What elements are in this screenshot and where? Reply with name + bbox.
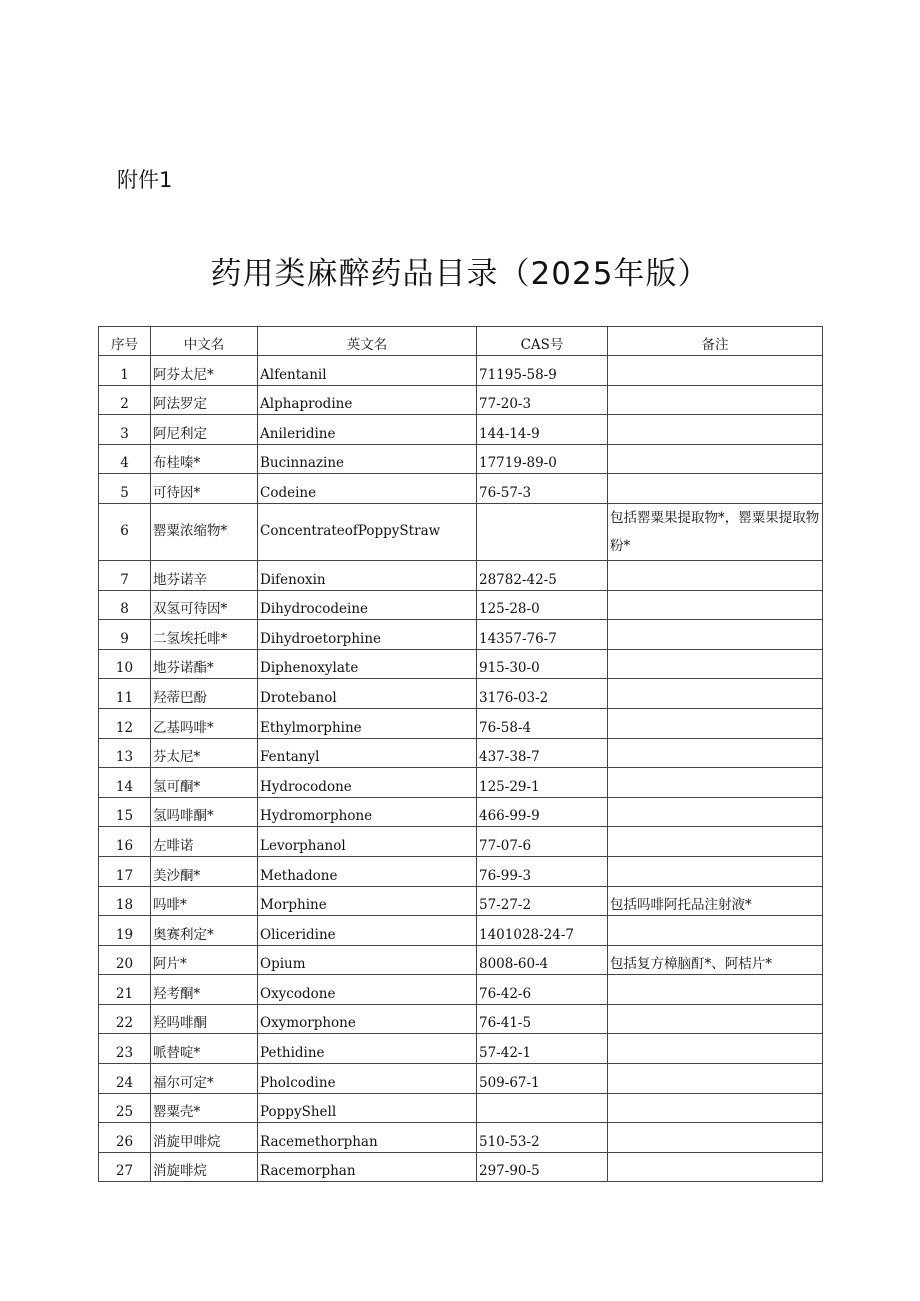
- cell-cas-number: [477, 503, 608, 560]
- table-row: [99, 1034, 823, 1064]
- cell-cas-number: 509-67-1: [477, 1064, 608, 1094]
- table-header-row: [99, 327, 823, 356]
- cell-cas-number: 510-53-2: [477, 1123, 608, 1153]
- cell-remarks: [608, 1093, 823, 1123]
- document-title: 药用类麻醉药品目录（2025年版）: [210, 256, 710, 292]
- cell-english-name: Dihydrocodeine: [258, 590, 477, 620]
- cell-cas-number: 144-14-9: [477, 415, 608, 445]
- cell-number: 20: [99, 945, 151, 975]
- cell-cas-number: 76-99-3: [477, 856, 608, 886]
- cell-remarks: [608, 1034, 823, 1064]
- cell-number: 6: [99, 503, 151, 560]
- cell-english-name: Oxymorphone: [258, 1004, 477, 1034]
- cell-cas-number: 76-57-3: [477, 474, 608, 504]
- cell-english-name: Codeine: [258, 474, 477, 504]
- cell-chinese-name: 双氢可待因*: [151, 590, 258, 620]
- table-row: [99, 945, 823, 975]
- cell-cas-number: 17719-89-0: [477, 444, 608, 474]
- cell-number: 21: [99, 975, 151, 1005]
- cell-cas-number: 57-42-1: [477, 1034, 608, 1064]
- cell-cas-number: 76-58-4: [477, 708, 608, 738]
- cell-english-name: Methadone: [258, 856, 477, 886]
- cell-remarks: [608, 385, 823, 415]
- table-row: [99, 560, 823, 590]
- cell-english-name: Oliceridine: [258, 916, 477, 946]
- table-row: [99, 708, 823, 738]
- cell-chinese-name: 哌替啶*: [151, 1034, 258, 1064]
- cell-chinese-name: 吗啡*: [151, 886, 258, 916]
- cell-cas-number: 57-27-2: [477, 886, 608, 916]
- cell-number: 13: [99, 738, 151, 768]
- cell-remarks: [608, 827, 823, 857]
- table-row: [99, 474, 823, 504]
- cell-number: 7: [99, 560, 151, 590]
- cell-chinese-name: 氢吗啡酮*: [151, 797, 258, 827]
- cell-remarks: [608, 1123, 823, 1153]
- cell-number: 12: [99, 708, 151, 738]
- attachment-label: 附件1: [117, 168, 173, 192]
- cell-chinese-name: 罂粟壳*: [151, 1093, 258, 1123]
- cell-number: 17: [99, 856, 151, 886]
- cell-number: 1: [99, 356, 151, 386]
- cell-cas-number: 8008-60-4: [477, 945, 608, 975]
- cell-remarks: [608, 649, 823, 679]
- cell-english-name: Anileridine: [258, 415, 477, 445]
- cell-english-name: Pholcodine: [258, 1064, 477, 1094]
- cell-cas-number: 125-29-1: [477, 768, 608, 798]
- table-row: [99, 1093, 823, 1123]
- table-row: [99, 356, 823, 386]
- cell-english-name: Racemorphan: [258, 1152, 477, 1182]
- column-header-cas-number: CAS号: [477, 327, 608, 356]
- cell-remarks: [608, 590, 823, 620]
- cell-number: 25: [99, 1093, 151, 1123]
- cell-chinese-name: 地芬诺酯*: [151, 649, 258, 679]
- cell-remarks: [608, 1004, 823, 1034]
- cell-chinese-name: 可待因*: [151, 474, 258, 504]
- column-header-chinese-name: 中文名: [151, 327, 258, 356]
- cell-english-name: Diphenoxylate: [258, 649, 477, 679]
- cell-chinese-name: 二氢埃托啡*: [151, 620, 258, 650]
- cell-cas-number: 466-99-9: [477, 797, 608, 827]
- cell-english-name: Racemethorphan: [258, 1123, 477, 1153]
- table-row: [99, 1123, 823, 1153]
- cell-number: 10: [99, 649, 151, 679]
- cell-number: 22: [99, 1004, 151, 1034]
- cell-chinese-name: 左啡诺: [151, 827, 258, 857]
- cell-remarks: 包括复方樟脑酊*、阿桔片*: [608, 945, 823, 975]
- cell-number: 19: [99, 916, 151, 946]
- cell-cas-number: 28782-42-5: [477, 560, 608, 590]
- cell-chinese-name: 奥赛利定*: [151, 916, 258, 946]
- cell-chinese-name: 氢可酮*: [151, 768, 258, 798]
- cell-english-name: Pethidine: [258, 1034, 477, 1064]
- cell-cas-number: 437-38-7: [477, 738, 608, 768]
- column-header-number: 序号: [99, 327, 151, 356]
- cell-english-name: Oxycodone: [258, 975, 477, 1005]
- cell-remarks: [608, 444, 823, 474]
- cell-english-name: Levorphanol: [258, 827, 477, 857]
- cell-english-name: Drotebanol: [258, 679, 477, 709]
- cell-chinese-name: 乙基吗啡*: [151, 708, 258, 738]
- cell-remarks: [608, 768, 823, 798]
- cell-english-name: Bucinnazine: [258, 444, 477, 474]
- cell-remarks: [608, 679, 823, 709]
- table-row: [99, 738, 823, 768]
- cell-number: 11: [99, 679, 151, 709]
- table-row: [99, 975, 823, 1005]
- cell-number: 23: [99, 1034, 151, 1064]
- cell-english-name: Ethylmorphine: [258, 708, 477, 738]
- cell-chinese-name: 阿法罗定: [151, 385, 258, 415]
- cell-number: 26: [99, 1123, 151, 1153]
- cell-cas-number: 77-20-3: [477, 385, 608, 415]
- cell-cas-number: 71195-58-9: [477, 356, 608, 386]
- cell-cas-number: 77-07-6: [477, 827, 608, 857]
- column-header-english-name: 英文名: [258, 327, 477, 356]
- table-row: [99, 620, 823, 650]
- cell-english-name: PoppyShell: [258, 1093, 477, 1123]
- cell-cas-number: 1401028-24-7: [477, 916, 608, 946]
- cell-chinese-name: 福尔可定*: [151, 1064, 258, 1094]
- cell-chinese-name: 阿片*: [151, 945, 258, 975]
- cell-number: 9: [99, 620, 151, 650]
- cell-remarks: [608, 415, 823, 445]
- cell-remarks: [608, 560, 823, 590]
- cell-remarks: [608, 916, 823, 946]
- cell-remarks: [608, 1064, 823, 1094]
- column-header-remarks: 备注: [608, 327, 823, 356]
- cell-english-name: Hydrocodone: [258, 768, 477, 798]
- cell-cas-number: 14357-76-7: [477, 620, 608, 650]
- cell-chinese-name: 消旋啡烷: [151, 1152, 258, 1182]
- cell-english-name: Fentanyl: [258, 738, 477, 768]
- table-row: [99, 649, 823, 679]
- table-row: [99, 827, 823, 857]
- table-row: [99, 916, 823, 946]
- table-row: [99, 886, 823, 916]
- cell-remarks: [608, 797, 823, 827]
- cell-english-name: Hydromorphone: [258, 797, 477, 827]
- table-body: [99, 356, 823, 1182]
- cell-number: 14: [99, 768, 151, 798]
- cell-remarks: [608, 1152, 823, 1182]
- cell-remarks: 包括罂粟果提取物*，罂粟果提取物粉*: [608, 503, 823, 560]
- cell-number: 5: [99, 474, 151, 504]
- table-row: [99, 1004, 823, 1034]
- cell-chinese-name: 地芬诺辛: [151, 560, 258, 590]
- table-row: [99, 444, 823, 474]
- cell-remarks: [608, 474, 823, 504]
- cell-english-name: Alfentanil: [258, 356, 477, 386]
- cell-cas-number: [477, 1093, 608, 1123]
- cell-remarks: [608, 356, 823, 386]
- table-row: [99, 768, 823, 798]
- cell-cas-number: 76-41-5: [477, 1004, 608, 1034]
- table-row: [99, 1064, 823, 1094]
- cell-chinese-name: 消旋甲啡烷: [151, 1123, 258, 1153]
- cell-english-name: Dihydroetorphine: [258, 620, 477, 650]
- table-row: [99, 1152, 823, 1182]
- cell-chinese-name: 羟蒂巴酚: [151, 679, 258, 709]
- cell-chinese-name: 美沙酮*: [151, 856, 258, 886]
- cell-number: 3: [99, 415, 151, 445]
- cell-english-name: ConcentrateofPoppyStraw: [258, 503, 477, 560]
- cell-number: 2: [99, 385, 151, 415]
- cell-chinese-name: 罂粟浓缩物*: [151, 503, 258, 560]
- narcotic-drug-table: [98, 326, 823, 1182]
- cell-remarks: [608, 975, 823, 1005]
- cell-cas-number: 76-42-6: [477, 975, 608, 1005]
- cell-remarks: [608, 738, 823, 768]
- cell-number: 8: [99, 590, 151, 620]
- cell-remarks: [608, 708, 823, 738]
- table-row: [99, 415, 823, 445]
- table-row: [99, 679, 823, 709]
- cell-chinese-name: 芬太尼*: [151, 738, 258, 768]
- cell-cas-number: 915-30-0: [477, 649, 608, 679]
- cell-number: 24: [99, 1064, 151, 1094]
- cell-chinese-name: 羟吗啡酮: [151, 1004, 258, 1034]
- cell-cas-number: 297-90-5: [477, 1152, 608, 1182]
- cell-chinese-name: 羟考酮*: [151, 975, 258, 1005]
- cell-number: 16: [99, 827, 151, 857]
- cell-number: 4: [99, 444, 151, 474]
- cell-remarks: [608, 856, 823, 886]
- cell-number: 15: [99, 797, 151, 827]
- cell-chinese-name: 阿尼利定: [151, 415, 258, 445]
- table-row: [99, 797, 823, 827]
- cell-chinese-name: 布桂嗪*: [151, 444, 258, 474]
- cell-english-name: Difenoxin: [258, 560, 477, 590]
- table-row: [99, 503, 823, 560]
- table-row: [99, 856, 823, 886]
- cell-chinese-name: 阿芬太尼*: [151, 356, 258, 386]
- table-row: [99, 385, 823, 415]
- cell-english-name: Opium: [258, 945, 477, 975]
- cell-english-name: Alphaprodine: [258, 385, 477, 415]
- cell-english-name: Morphine: [258, 886, 477, 916]
- cell-number: 27: [99, 1152, 151, 1182]
- cell-remarks: [608, 620, 823, 650]
- cell-number: 18: [99, 886, 151, 916]
- cell-remarks: 包括吗啡阿托品注射液*: [608, 886, 823, 916]
- cell-cas-number: 125-28-0: [477, 590, 608, 620]
- cell-cas-number: 3176-03-2: [477, 679, 608, 709]
- table-row: [99, 590, 823, 620]
